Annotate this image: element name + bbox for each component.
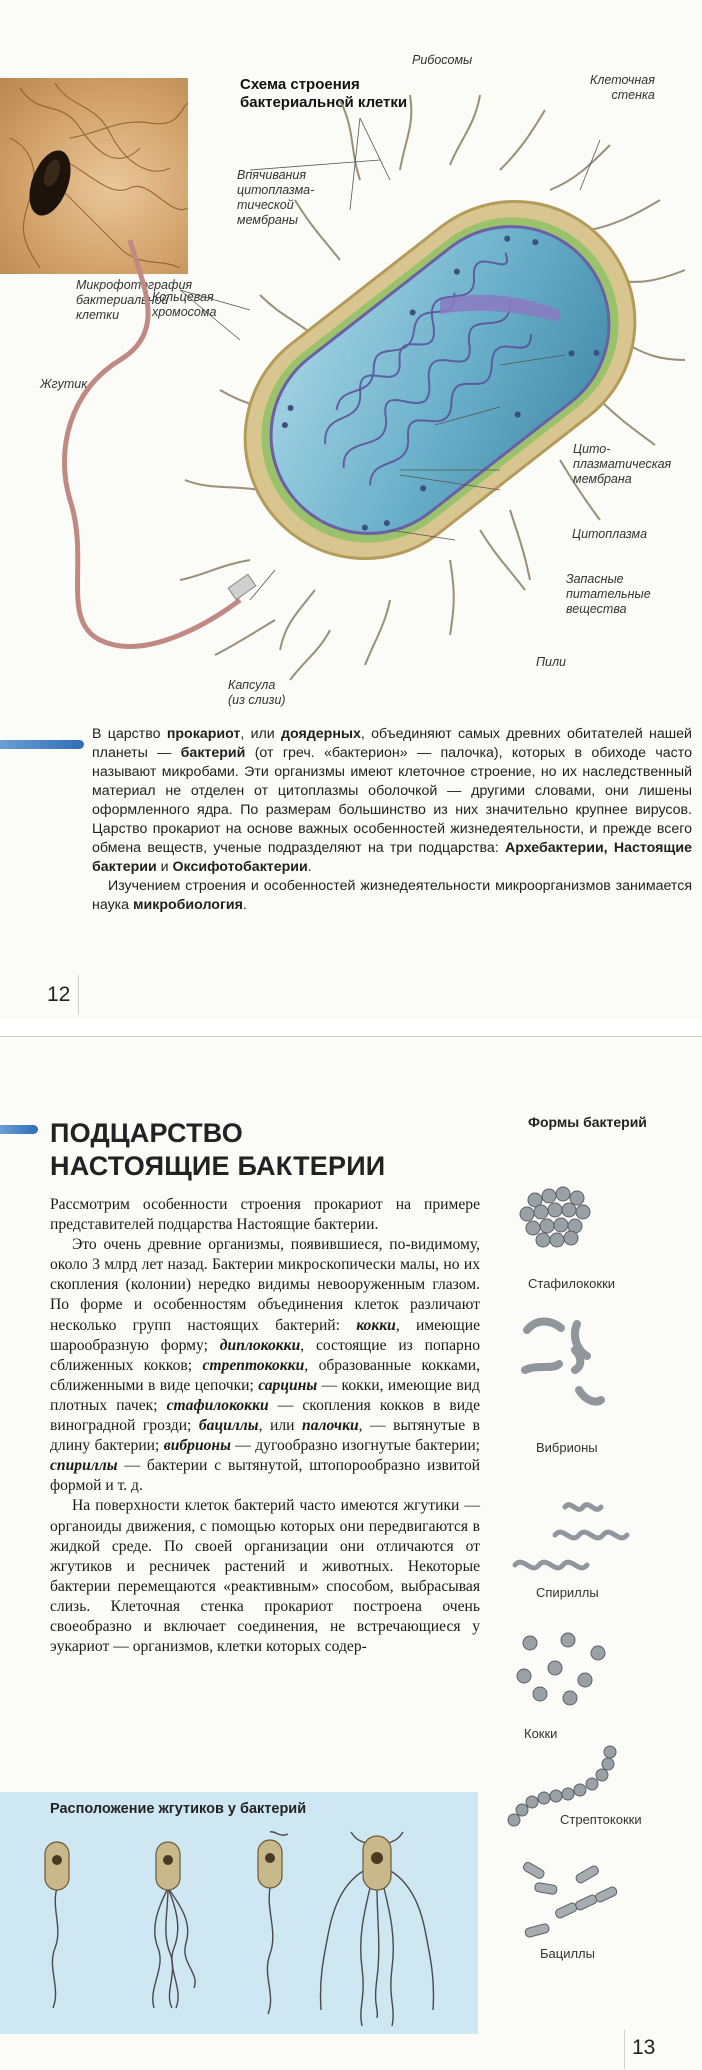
flagella-paragraph: На поверхности клеток бактерий часто имеются жгутики — органоиды движения, с помощью которых они передвигаются в жидкой среде. По своей организации они отличаются от жгутиков и ресничек растений и животных. Некоторые бактерии перемещаются «реактивным» способом, выбрасывая слизь. Клеточная стенка прокариот построена очень своеобразно и включает соединения, не встречающиеся у эукариот — организмов, клетки которых содер- — [50, 1497, 480, 1656]
shape-label-bacilli: Бациллы — [540, 1946, 595, 1961]
heading-line-1: ПОДЦАРСТВО — [50, 1118, 243, 1148]
intro-paragraph: Рассмотрим особенности строения прокариот на примере представителей подцарства Настоящие бактерии. — [50, 1196, 480, 1234]
shape-label-spirilla: Спириллы — [536, 1585, 599, 1600]
shape-label-cocci: Кокки — [524, 1726, 558, 1741]
section-heading — [50, 1117, 385, 1183]
label-cell-wall: Клеточная стенка — [590, 73, 655, 102]
intro-text — [92, 725, 692, 915]
flagella-figure-title: Расположение жгутиков у бактерий — [50, 1801, 307, 1817]
shape-label-vibrios: Вибрионы — [536, 1440, 598, 1455]
page-gap — [0, 1018, 702, 1036]
groups-paragraph: Это очень древние организмы, появившиеся, по-видимому, около 3 млрд лет назад. Бактерии микроскопически малы, но их скопления (колонии) нередко видимы невооруженным глазом. По форме и особенностям объединения клеток различают несколько групп настоящих бактерий: кокки, имеющие шарообразную форму; диплококки, состоящие из попарно сближенных кокков; стрептококки, образованные кокками, сближенными в виде цепочки; сарцины — кокки, имеющие вид плотных пачек; стафилококки — скопления кокков в виде виноградной грозди; бациллы, или палочки, — вытянутые в длину бактерии; вибрионы — дугообразно изогнутые бактерии; спириллы — бактерии с вытянутой, штопорообразно извитой формой и т. д. — [50, 1236, 481, 1495]
page-number-12: 12 — [47, 983, 71, 1006]
label-flagellum: Жгутик — [40, 377, 88, 391]
label-ring-chromosome: Кольцевая хромосома — [152, 290, 217, 319]
paragraph-2: Изучением строения и особенностей жизнедеятельности микроорганизмов занимается наука микробиология. — [92, 878, 692, 913]
label-pili: Пили — [536, 655, 567, 669]
label-invaginations: Впячивания цитоплазма- тической мембраны — [237, 168, 315, 227]
diagram-title: Схема строения бактериальной клетки — [240, 76, 408, 111]
shape-label-staphylococci: Стафилококки — [528, 1276, 616, 1291]
photo-caption: Микрофотография бактериальной клетки — [76, 278, 193, 322]
vibrios-image — [505, 1310, 655, 1420]
label-cytoplasmic-membrane: Цито- плазматическая мембрана — [573, 442, 672, 486]
bacilli-image — [505, 1860, 655, 1950]
shapes-title: Формы бактерий — [528, 1114, 647, 1130]
label-reserve-nutrients: Запасные питательные вещества — [566, 572, 651, 616]
cocci-image — [510, 1628, 660, 1708]
main-text — [50, 1195, 480, 1657]
spirilla-image — [505, 1495, 655, 1575]
section-marker — [0, 740, 84, 749]
label-capsule: Капсула (из слизи) — [228, 678, 286, 707]
paragraph-1: В царство прокариот, или доядерных, объединяют самых древних обитателей нашей планеты — бактерий (от греч. «бактерион» — палочка), которых в обиходе часто называют микробами. Эти организмы имеют клеточное строение, но их наследственный материал не отделен от цитоплазмы оболочкой — другими словами, они лишены оформленного ядра. По размерам большинство из них значительно крупнее вирусов. Царство прокариот на основе важных особенностей жизнедеятельности, и прежде всего обмена веществ, ученые подразделяют на три подцарства: Архебактерии, Настоящие бактерии и Оксифотобактерии. — [92, 726, 692, 875]
page-12 — [0, 0, 702, 1019]
staphylococci-image — [505, 1180, 655, 1260]
shape-label-streptococci: Стрептококки — [560, 1812, 642, 1827]
heading-marker — [0, 1125, 38, 1134]
flagella-figure — [20, 1830, 460, 2030]
label-ribosomes: Рибосомы — [412, 53, 473, 67]
page-number-13: 13 — [632, 2036, 656, 2059]
heading-line-2: НАСТОЯЩИЕ БАКТЕРИИ — [50, 1151, 386, 1181]
label-cytoplasm: Цитоплазма — [572, 527, 648, 541]
